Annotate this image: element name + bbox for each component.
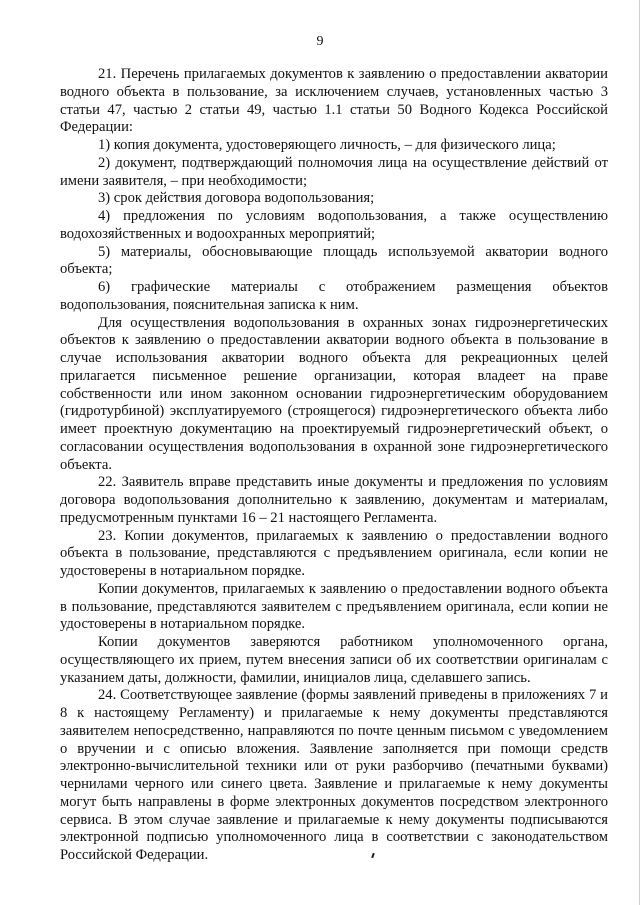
- list-item-4: 4) предложения по условиям водопользования, а также осуществлению водохозяйственных и водоохранных мероприятий;: [60, 208, 608, 242]
- paragraph-21: 21. Перечень прилагаемых документов к заявлению о предоставлении акватории водного объекта в пользование, за исключением случаев, установленных частью 3 статьи 47, частью 2 статьи 49, частью 1.1 статьи 50 Водного Кодекса Российской Федерации:: [60, 66, 608, 136]
- document-body: [60, 66, 608, 865]
- list-item-5: 5) материалы, обосновывающие площадь используемой акватории водного объекта;: [60, 243, 608, 278]
- paragraph-copies-applicant: Копии документов, прилагаемых к заявлению о предоставлении водного объекта в пользование, представляются заявителем с предъявлением оригинала, если копии не удостоверены в нотариальном порядке.: [60, 580, 608, 633]
- list-item-6: 6) графические материалы с отображением размещения объектов водопользования, пояснительная записка к ним.: [60, 279, 608, 313]
- list-item-3: 3) срок действия договора водопользования;: [98, 190, 375, 207]
- paragraph-hydro-zones: Для осуществления водопользования в охранных зонах гидроэнергетических объектов к заявлению о предоставлении акватории водного объекта в пользование в случае использования акватории водного объекта для рекреационных целей прилагается письменное решение организации, которая владеет на праве собственности или ином законном основании гидроэнергетическим оборудованием (гидротурбиной) эксплуатируемого (строящегося) гидроэнергетического объекта либо имеет проектную документацию на проектируемый гидроэнергетический объект, о согласовании осуществления водопользования в охранной зоне гидроэнергетического объекта.: [60, 314, 608, 473]
- paragraph-22: 22. Заявитель вправе представить иные документы и предложения по условиям договора водопользования дополнительно к заявлению, документам и материалам, предусмотренным пунктами 16 – 21 настоящего Регламента.: [60, 474, 608, 526]
- paragraph-23: 23. Копии документов, прилагаемых к заявлению о предоставлении водного объекта в пользование, представляются с предъявлением оригинала, если копии не удостоверены в нотариальном порядке.: [60, 527, 608, 579]
- list-item-2: 2) документ, подтверждающий полномочия лица на осуществление действий от имени заявителя, – при необходимости;: [60, 154, 608, 189]
- paragraph-copies-certified: Копии документов заверяются работником уполномоченного органа, осуществляющего их прием, путем внесения записи об их соответствии оригиналам с указанием даты, должности, фамилии, инициалов лица, сделавшего запись.: [60, 634, 608, 686]
- page-number: 9: [316, 34, 324, 49]
- paragraph-24: 24. Соответствующее заявление (формы заявлений приведены в приложениях 7 и 8 к настоящему Регламенту) и прилагаемые к нему документы представляются заявителем непосредственно, направляются по почте ценным письмом с уведомлением о вручении и с описью вложения. Заявление заполняется при помощи средств электронно-вычислительной техники или от руки разборчиво (печатными буквами) чернилами черного или синего цвета. Заявление и прилагаемые к нему документы могут быть направлены в форме электронных документов посредством электронного сервиса. В этом случае заявление и прилагаемые к нему документы подписываются электронной подписью уполномоченного лица в соответствии с законодательством Российской Федерации.: [60, 687, 608, 863]
- list-item-1: 1) копия документа, удостоверяющего личность, – для физического лица;: [98, 137, 556, 153]
